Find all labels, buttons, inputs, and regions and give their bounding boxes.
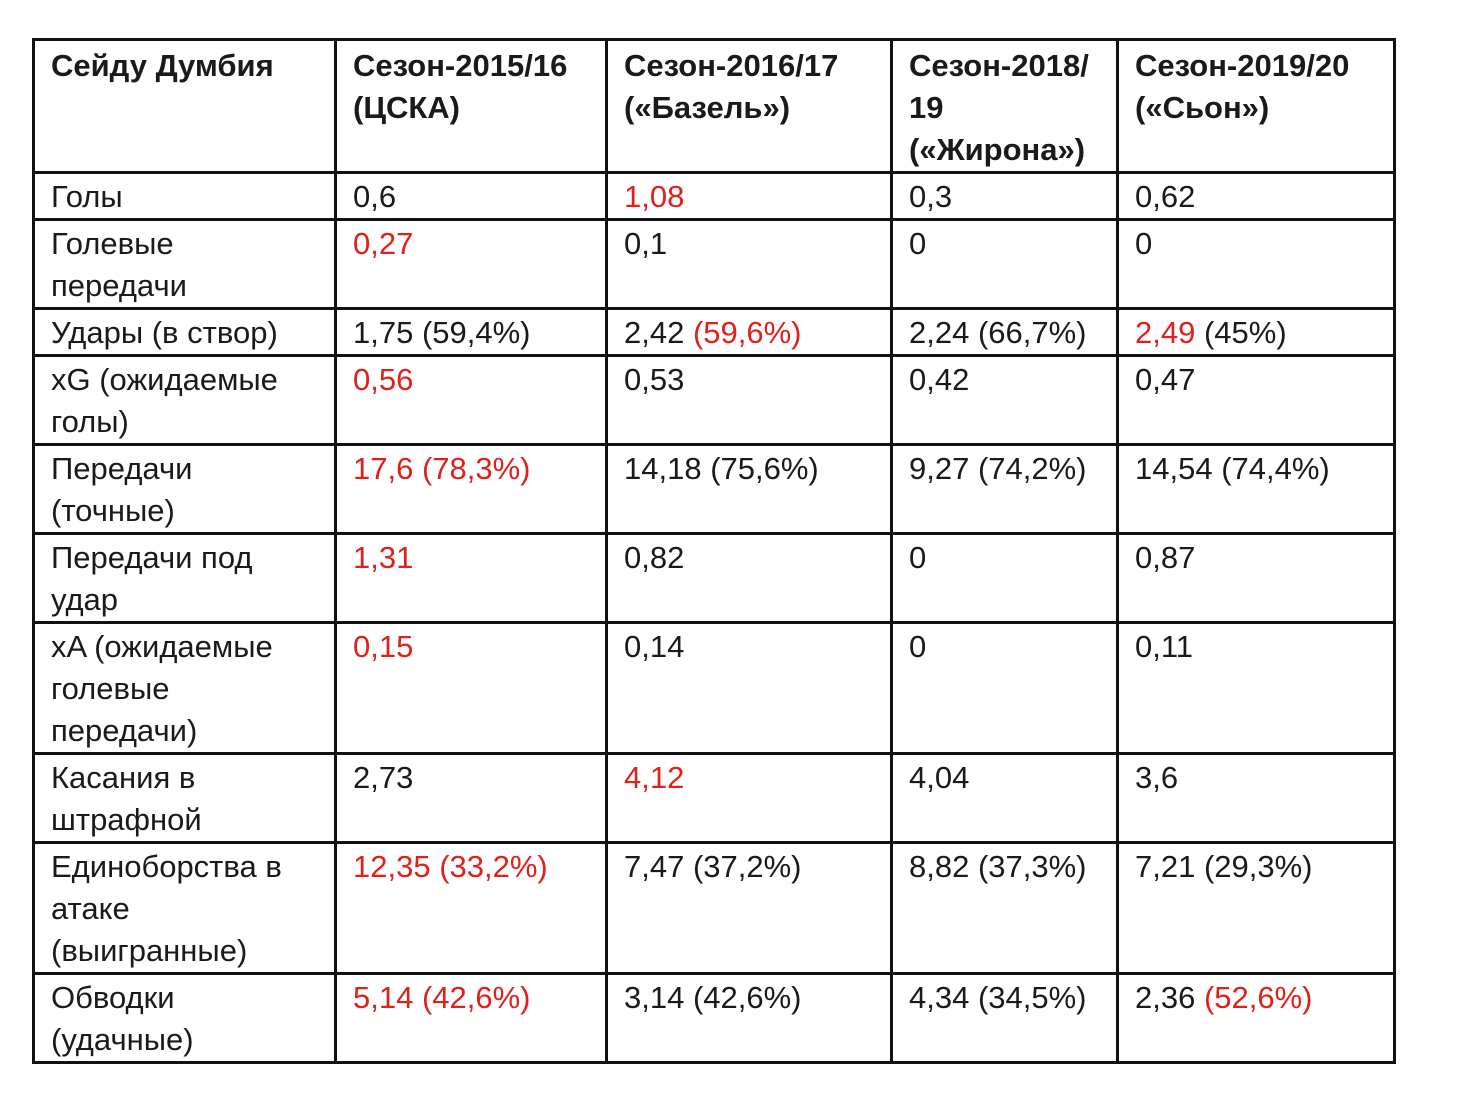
table-cell — [607, 173, 892, 220]
table-cell — [892, 356, 1118, 445]
cell-value: 0 — [1135, 226, 1153, 261]
cell-value: 8,82 (37,3%) — [909, 849, 1087, 884]
cell-value: 2,24 (66,7%) — [909, 315, 1087, 350]
row-label: Единоборства в атаке (выигранные) — [34, 843, 336, 974]
table-row — [34, 623, 1395, 754]
cell-value: 0 — [909, 540, 927, 575]
table-row — [34, 445, 1395, 534]
table-row — [34, 220, 1395, 309]
table-row — [34, 173, 1395, 220]
row-label: Голевые передачи — [34, 220, 336, 309]
cell-value: 0,6 — [353, 179, 397, 214]
cell-value: 0,3 — [909, 179, 953, 214]
table-row — [34, 974, 1395, 1063]
cell-value: 0,42 — [909, 362, 970, 397]
cell-value: 2,42 — [624, 315, 693, 350]
highlight-value: 4,12 — [624, 760, 685, 795]
header-row — [34, 40, 1395, 173]
cell-value: 0,47 — [1135, 362, 1196, 397]
row-label: Голы — [34, 173, 336, 220]
table-cell — [607, 445, 892, 534]
cell-value: 0,14 — [624, 629, 685, 664]
header-player: Сейду Думбия — [34, 40, 336, 173]
cell-value: 0,11 — [1135, 629, 1194, 664]
header-season-2016-17: Сезон-2016/17 («Базель») — [607, 40, 892, 173]
highlight-value: 17,6 (78,3%) — [353, 451, 531, 486]
row-label: Обводки (удачные) — [34, 974, 336, 1063]
table-row — [34, 754, 1395, 843]
cell-value: 0,53 — [624, 362, 685, 397]
row-label: Передачи под удар — [34, 534, 336, 623]
cell-value: 0,87 — [1135, 540, 1196, 575]
table-cell — [336, 843, 607, 974]
table-cell — [1118, 356, 1395, 445]
highlight-value: 2,49 — [1135, 315, 1196, 350]
header-season-2019-20: Сезон-2019/20 («Сьон») — [1118, 40, 1395, 173]
row-label: Удары (в створ) — [34, 309, 336, 356]
table-cell — [607, 843, 892, 974]
table-cell — [336, 623, 607, 754]
table-cell — [892, 623, 1118, 754]
cell-value: 14,18 (75,6%) — [624, 451, 819, 486]
cell-value: (45%) — [1195, 315, 1287, 350]
cell-value: 4,34 (34,5%) — [909, 980, 1087, 1015]
table-cell — [1118, 843, 1395, 974]
cell-value: 7,47 (37,2%) — [624, 849, 802, 884]
header-season-2015-16: Сезон-2015/16 (ЦСКА) — [336, 40, 607, 173]
table-cell — [336, 309, 607, 356]
row-label: xG (ожидаемые голы) — [34, 356, 336, 445]
table-cell — [1118, 754, 1395, 843]
highlight-value: 0,15 — [353, 629, 414, 664]
cell-value: 0 — [909, 629, 927, 664]
table-cell — [1118, 309, 1395, 356]
stats-body — [34, 173, 1395, 1063]
cell-value: 14,54 (74,4%) — [1135, 451, 1330, 486]
table-cell — [892, 220, 1118, 309]
cell-value: 1,75 (59,4%) — [353, 315, 531, 350]
table-cell — [1118, 974, 1395, 1063]
table-cell — [892, 974, 1118, 1063]
table-cell — [892, 309, 1118, 356]
table-cell — [1118, 534, 1395, 623]
table-cell — [892, 754, 1118, 843]
highlight-value: (59,6%) — [692, 315, 802, 350]
table-cell — [892, 534, 1118, 623]
table-cell — [1118, 623, 1395, 754]
table-cell — [892, 173, 1118, 220]
cell-value: 0,82 — [624, 540, 685, 575]
table-cell — [336, 974, 607, 1063]
table-cell — [607, 309, 892, 356]
cell-value: 0,1 — [624, 226, 668, 261]
cell-value: 3,14 (42,6%) — [624, 980, 802, 1015]
cell-value: 2,36 — [1135, 980, 1204, 1015]
table-cell — [892, 843, 1118, 974]
cell-value: 3,6 — [1135, 760, 1179, 795]
table-cell — [1118, 445, 1395, 534]
table-row — [34, 843, 1395, 974]
table-cell — [336, 220, 607, 309]
table-cell — [1118, 173, 1395, 220]
table-cell — [607, 220, 892, 309]
table-cell — [336, 534, 607, 623]
cell-value: 0,62 — [1135, 179, 1196, 214]
table-cell — [607, 534, 892, 623]
highlight-value: 12,35 (33,2%) — [353, 849, 548, 884]
cell-value: 4,04 — [909, 760, 970, 795]
highlight-value: 1,08 — [624, 179, 685, 214]
row-label: Передачи (точные) — [34, 445, 336, 534]
highlight-value: (52,6%) — [1203, 980, 1313, 1015]
table-row — [34, 534, 1395, 623]
row-label: Касания в штрафной — [34, 754, 336, 843]
cell-value: 2,73 — [353, 760, 414, 795]
cell-value: 0 — [909, 226, 927, 261]
stats-table — [32, 38, 1396, 1064]
table-cell — [336, 356, 607, 445]
table-cell — [607, 623, 892, 754]
table-cell — [607, 754, 892, 843]
highlight-value: 1,31 — [353, 540, 414, 575]
table-cell — [607, 356, 892, 445]
row-label: xA (ожидаемые голевые передачи) — [34, 623, 336, 754]
table-cell — [336, 445, 607, 534]
table-cell — [336, 173, 607, 220]
highlight-value: 0,56 — [353, 362, 414, 397]
table-cell — [336, 754, 607, 843]
table-cell — [607, 974, 892, 1063]
highlight-value: 0,27 — [353, 226, 414, 261]
table-row — [34, 309, 1395, 356]
table-cell — [1118, 220, 1395, 309]
cell-value: 9,27 (74,2%) — [909, 451, 1087, 486]
table-cell — [892, 445, 1118, 534]
highlight-value: 5,14 (42,6%) — [353, 980, 531, 1015]
cell-value: 7,21 (29,3%) — [1135, 849, 1313, 884]
header-season-2018-19: Сезон-2018/19 («Жирона») — [892, 40, 1118, 173]
table-row — [34, 356, 1395, 445]
